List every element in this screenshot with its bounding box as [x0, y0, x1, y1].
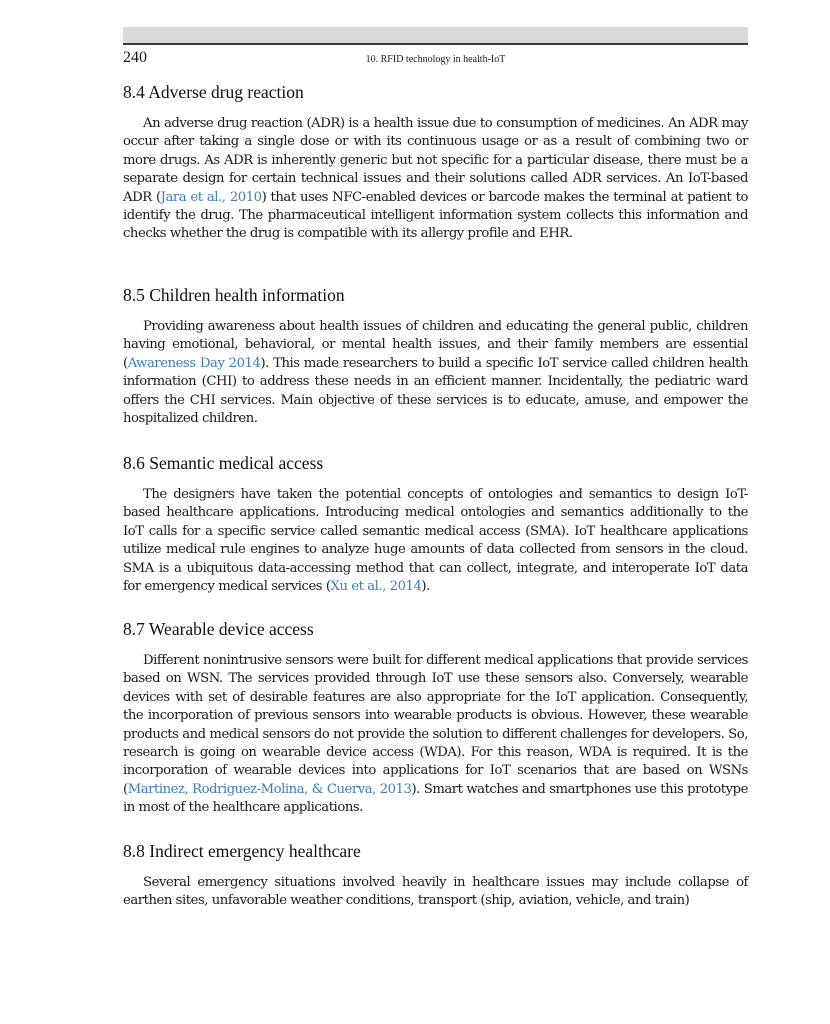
paragraph-text: The designers have taken the potential concepts of ontologies and semantics to design IoT-based healthcare applications. Introducing medical ontologies and semantics additionally to the IoT calls for a specific service called semantic medical access (SMA). IoT healthcare applications utilize medical rule engines to analyze huge amounts of data collected from sensors in the cloud. SMA is a ubiquitous data-accessing method that can collect, integrate, and interoperate IoT data for emergency medical services ( — [123, 487, 748, 595]
section-paragraph — [123, 874, 748, 911]
section-paragraph — [123, 486, 748, 596]
paragraph-text: Providing awareness about health issues of children and educating the general public, children having emotional, behavioral, or mental health issues, and their family members are essential ( — [123, 319, 748, 371]
paragraph-text: ). — [421, 579, 430, 595]
running-title: 10. RFID technology in health-IoT — [365, 54, 506, 65]
page-number: 240 — [123, 49, 147, 66]
section-8-5 — [123, 285, 748, 428]
header-rule — [123, 27, 748, 45]
section-8-6 — [123, 453, 748, 596]
section-heading: 8.7 Wearable device access — [123, 619, 314, 639]
section-8-4 — [123, 82, 748, 244]
section-heading: 8.5 Children health information — [123, 285, 345, 305]
paragraph-text: Different nonintrusive sensors were built for different medical applications that provide services based on WSN. The services provided through IoT use these sensors also. Conversely, wearable devices with set of desirable features are also appropriate for the IoT application. Consequently, the incorporation of previous sensors into wearable products is obvious. However, these wearable products and medical sensors do not provide the solution to different challenges for developers. So, research is going on wearable device access (WDA). For this reason, WDA is required. It is the incorporation of wearable devices into applications for IoT scenarios that are based on WSNs ( — [123, 653, 748, 797]
section-8-8 — [123, 841, 748, 911]
citation-link[interactable]: Martinez, Rodriguez-Molina, & Cuerva, 2013 — [127, 781, 412, 797]
paragraph-text: Several emergency situations involved heavily in healthcare issues may include collapse of earthen sites, unfavorable weather conditions, transport (ship, aviation, vehicle, and train) — [123, 875, 748, 909]
section-heading: 8.6 Semantic medical access — [123, 453, 324, 473]
citation-link[interactable]: Jara et al., 2010 — [160, 189, 262, 205]
paragraph-text: An adverse drug reaction (ADR) is a health issue due to consumption of medicines. An ADR may occur after taking a single dose or with its continuous usage or as a result of combining two or more drugs. As ADR is inherently generic but not specific for a particular disease, there must be a separate design for certain technical issues and their solutions called ADR services. An IoT-based ADR ( — [123, 116, 748, 205]
section-paragraph — [123, 652, 748, 818]
section-8-7 — [123, 619, 748, 818]
paragraph-text: ). This made researchers to build a specific IoT service called children health information (CHI) to address these needs in an efficient manner. Incidentally, the pediatric ward offers the CHI services. Main objective of these services is to educate, amuse, and empower the hospitalized children. — [123, 355, 748, 427]
citation-link[interactable]: Xu et al., 2014 — [330, 579, 422, 595]
section-heading: 8.4 Adverse drug reaction — [123, 82, 304, 102]
citation-link[interactable]: Awareness Day 2014 — [127, 355, 261, 371]
paragraph-text: ). Smart watches and smartphones use this prototype in most of the healthcare applications. — [123, 781, 748, 816]
section-paragraph — [123, 318, 748, 428]
section-heading: 8.8 Indirect emergency healthcare — [123, 841, 361, 861]
paragraph-text: ) that uses NFC-enabled devices or barcode makes the terminal at patient to identify the drug. The pharmaceutical intelligent information system collects this information and checks whether the drug is compatible with its allergy profile and EHR. — [123, 189, 748, 242]
section-paragraph — [123, 115, 748, 244]
